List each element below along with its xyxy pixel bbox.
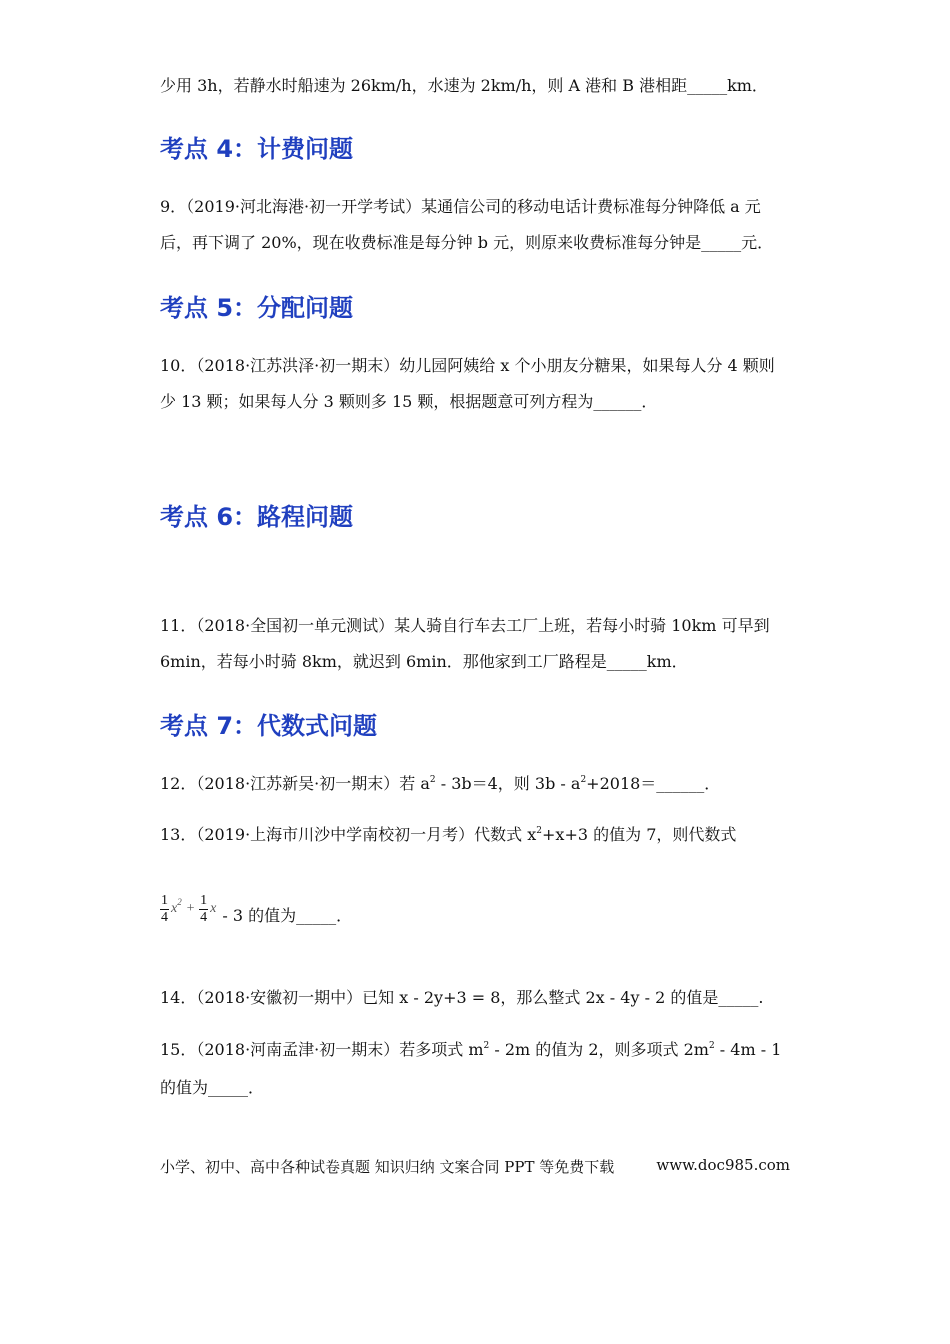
q12-part-3: +2018＝______． — [586, 774, 721, 793]
question-8-continuation: 少用 3h，若静水时船速为 26km/h，水速为 2km/h，则 A 港和 B 港相距_____km． — [160, 76, 768, 95]
fraction-2-numerator: 1 — [200, 892, 208, 908]
q13-part-2: +x+3 的值为 7，则代数式 — [542, 825, 737, 844]
footer-text: 小学、初中、高中各种试卷真题 知识归纳 文案合同 PPT 等免费下载 — [160, 1158, 615, 1176]
q12-part-2: - 3b＝4，则 3b - a — [435, 774, 581, 793]
fraction-2 — [199, 893, 208, 926]
q12-part-1: 12．（2018·江苏新吴·初一期末）若 a — [160, 774, 430, 793]
footer-url: www.doc985.com — [656, 1156, 790, 1174]
formula-x-squared: $x^2$ — [171, 897, 182, 916]
q15-exponent-1: 2 — [483, 1041, 490, 1051]
question-14: 14．（2018·安徽初一期中）已知 x - 2y+3 = 8，那么整式 2x - 4y - 2 的值是_____. — [160, 988, 764, 1007]
question-10-line-2: 少 13 颗；如果每人分 3 颗则多 15 颗，根据题意可列方程为______． — [160, 392, 658, 411]
section-heading-4: 考点 4：计费问题 — [160, 135, 354, 163]
question-9-line-2: 后，再下调了 20%，现在收费标准是每分钟 b 元，则原来收费标准每分钟是_____元． — [160, 233, 774, 252]
question-10-line-1: 10．（2018·江苏洪泽·初一期末）幼儿园阿姨给 x 个小朋友分糖果，如果每人分 4 颗则 — [160, 356, 775, 375]
q12-exponent-1: 2 — [429, 775, 436, 785]
question-13-formula — [160, 884, 352, 934]
fraction-2-denominator: 4 — [200, 909, 208, 925]
q15-exponent-2: 2 — [708, 1041, 715, 1051]
question-9-line-1: 9．（2019·河北海港·初一开学考试）某通信公司的移动电话计费标准每分钟降低 a 元 — [160, 197, 761, 216]
section-heading-7: 考点 7：代数式问题 — [160, 712, 378, 740]
q13-exponent: 2 — [536, 826, 543, 836]
fraction-1 — [160, 893, 169, 926]
question-13-line-1 — [160, 825, 736, 845]
q12-exponent-2: 2 — [580, 775, 587, 785]
formula-x: x — [210, 901, 217, 916]
question-11-line-2: 6min，若每小时骑 8km，就迟到 6min．那他家到工厂路程是_____km． — [160, 652, 688, 671]
q15-part-1: 15．（2018·河南孟津·初一期末）若多项式 m — [160, 1040, 484, 1059]
q15-part-3: - 4m - 1 — [714, 1040, 782, 1059]
section-heading-6: 考点 6：路程问题 — [160, 503, 354, 531]
question-15-line-1 — [160, 1040, 781, 1060]
section-heading-5: 考点 5：分配问题 — [160, 294, 354, 322]
fraction-1-numerator: 1 — [161, 892, 168, 908]
question-13-line-2-tail: - 3 的值为_____． — [222, 905, 353, 925]
page-footer — [160, 1156, 790, 1177]
formula-plus: + — [185, 901, 196, 916]
q13-part-1: 13．（2019·上海市川沙中学南校初一月考）代数式 x — [160, 825, 537, 844]
question-12 — [160, 774, 720, 794]
question-15-line-2: 的值为_____． — [160, 1078, 265, 1097]
fraction-1-denominator: 4 — [161, 909, 168, 925]
q15-part-2: - 2m 的值为 2，则多项式 2m — [489, 1040, 709, 1059]
question-11-line-1: 11．（2018·全国初一单元测试）某人骑自行车去工厂上班，若每小时骑 10km 可早到 — [160, 616, 770, 635]
